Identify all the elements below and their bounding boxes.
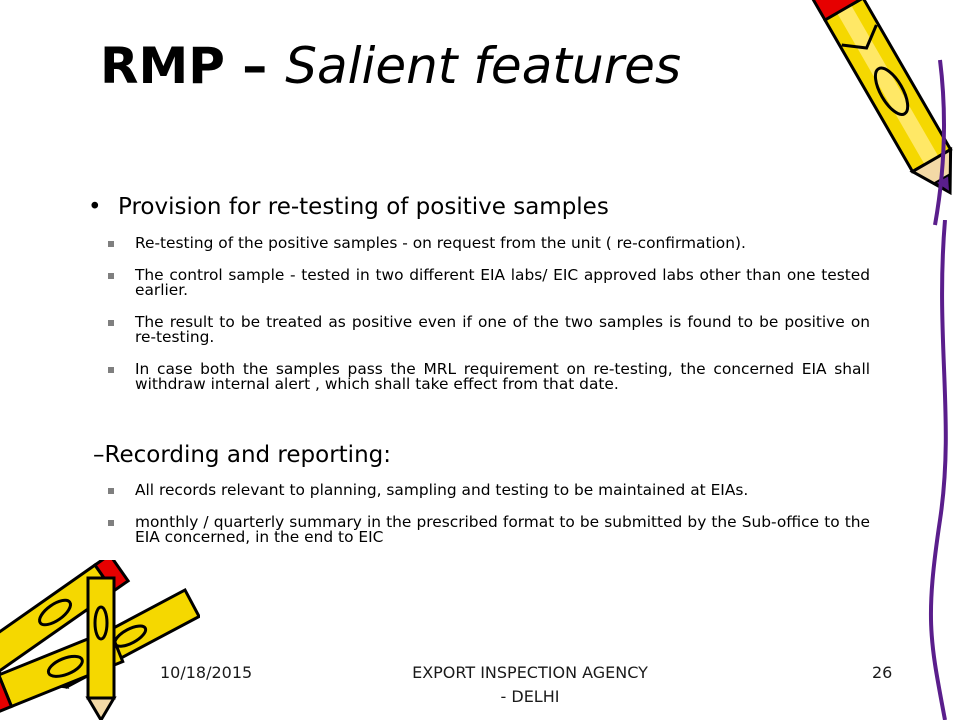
footer-agency [380, 661, 680, 709]
slide-title [100, 30, 800, 102]
list-item: The control sample - tested in two different EIA labs/ EIC approved labs other than one tested earlier. [105, 268, 870, 299]
scribble-line-icon [900, 220, 960, 720]
retest-list [105, 236, 870, 393]
title-subtitle: Salient features [285, 37, 681, 95]
list-item: monthly / quarterly summary in the prescribed format to be submitted by the Sub-office to the EIA concerned, in the end to EIC [105, 515, 870, 546]
pencils-clipart-icon [0, 560, 200, 720]
recording-list [105, 483, 870, 546]
list-item: In case both the samples pass the MRL requirement on re-testing, the concerned EIA shall withdraw internal alert , which shall take effect from that date. [105, 362, 870, 393]
section-heading: –Recording and reporting: [93, 442, 391, 468]
bullet-dot-icon: • [88, 194, 102, 220]
list-item: The result to be treated as positive even if one of the two samples is found to be positive on re-testing. [105, 315, 870, 346]
title-acronym: RMP – [100, 37, 268, 95]
footer-agency-line2: - DELHI [500, 687, 560, 706]
square-bullet-icon [108, 273, 114, 279]
square-bullet-icon [108, 520, 114, 526]
square-bullet-icon [108, 320, 114, 326]
square-bullet-icon [108, 488, 114, 494]
main-bullet-text: Provision for re-testing of positive samples [118, 194, 609, 220]
pencil-clipart-icon [790, 0, 960, 230]
list-item: All records relevant to planning, sampling and testing to be maintained at EIAs. [105, 483, 870, 499]
footer-date: 10/18/2015 [160, 663, 253, 682]
footer-agency-line1: EXPORT INSPECTION AGENCY [412, 663, 648, 682]
list-item: Re-testing of the positive samples - on request from the unit ( re-confirmation). [105, 236, 870, 252]
square-bullet-icon [108, 241, 114, 247]
main-bullet [88, 190, 788, 224]
square-bullet-icon [108, 367, 114, 373]
page-number: 26 [872, 663, 893, 682]
